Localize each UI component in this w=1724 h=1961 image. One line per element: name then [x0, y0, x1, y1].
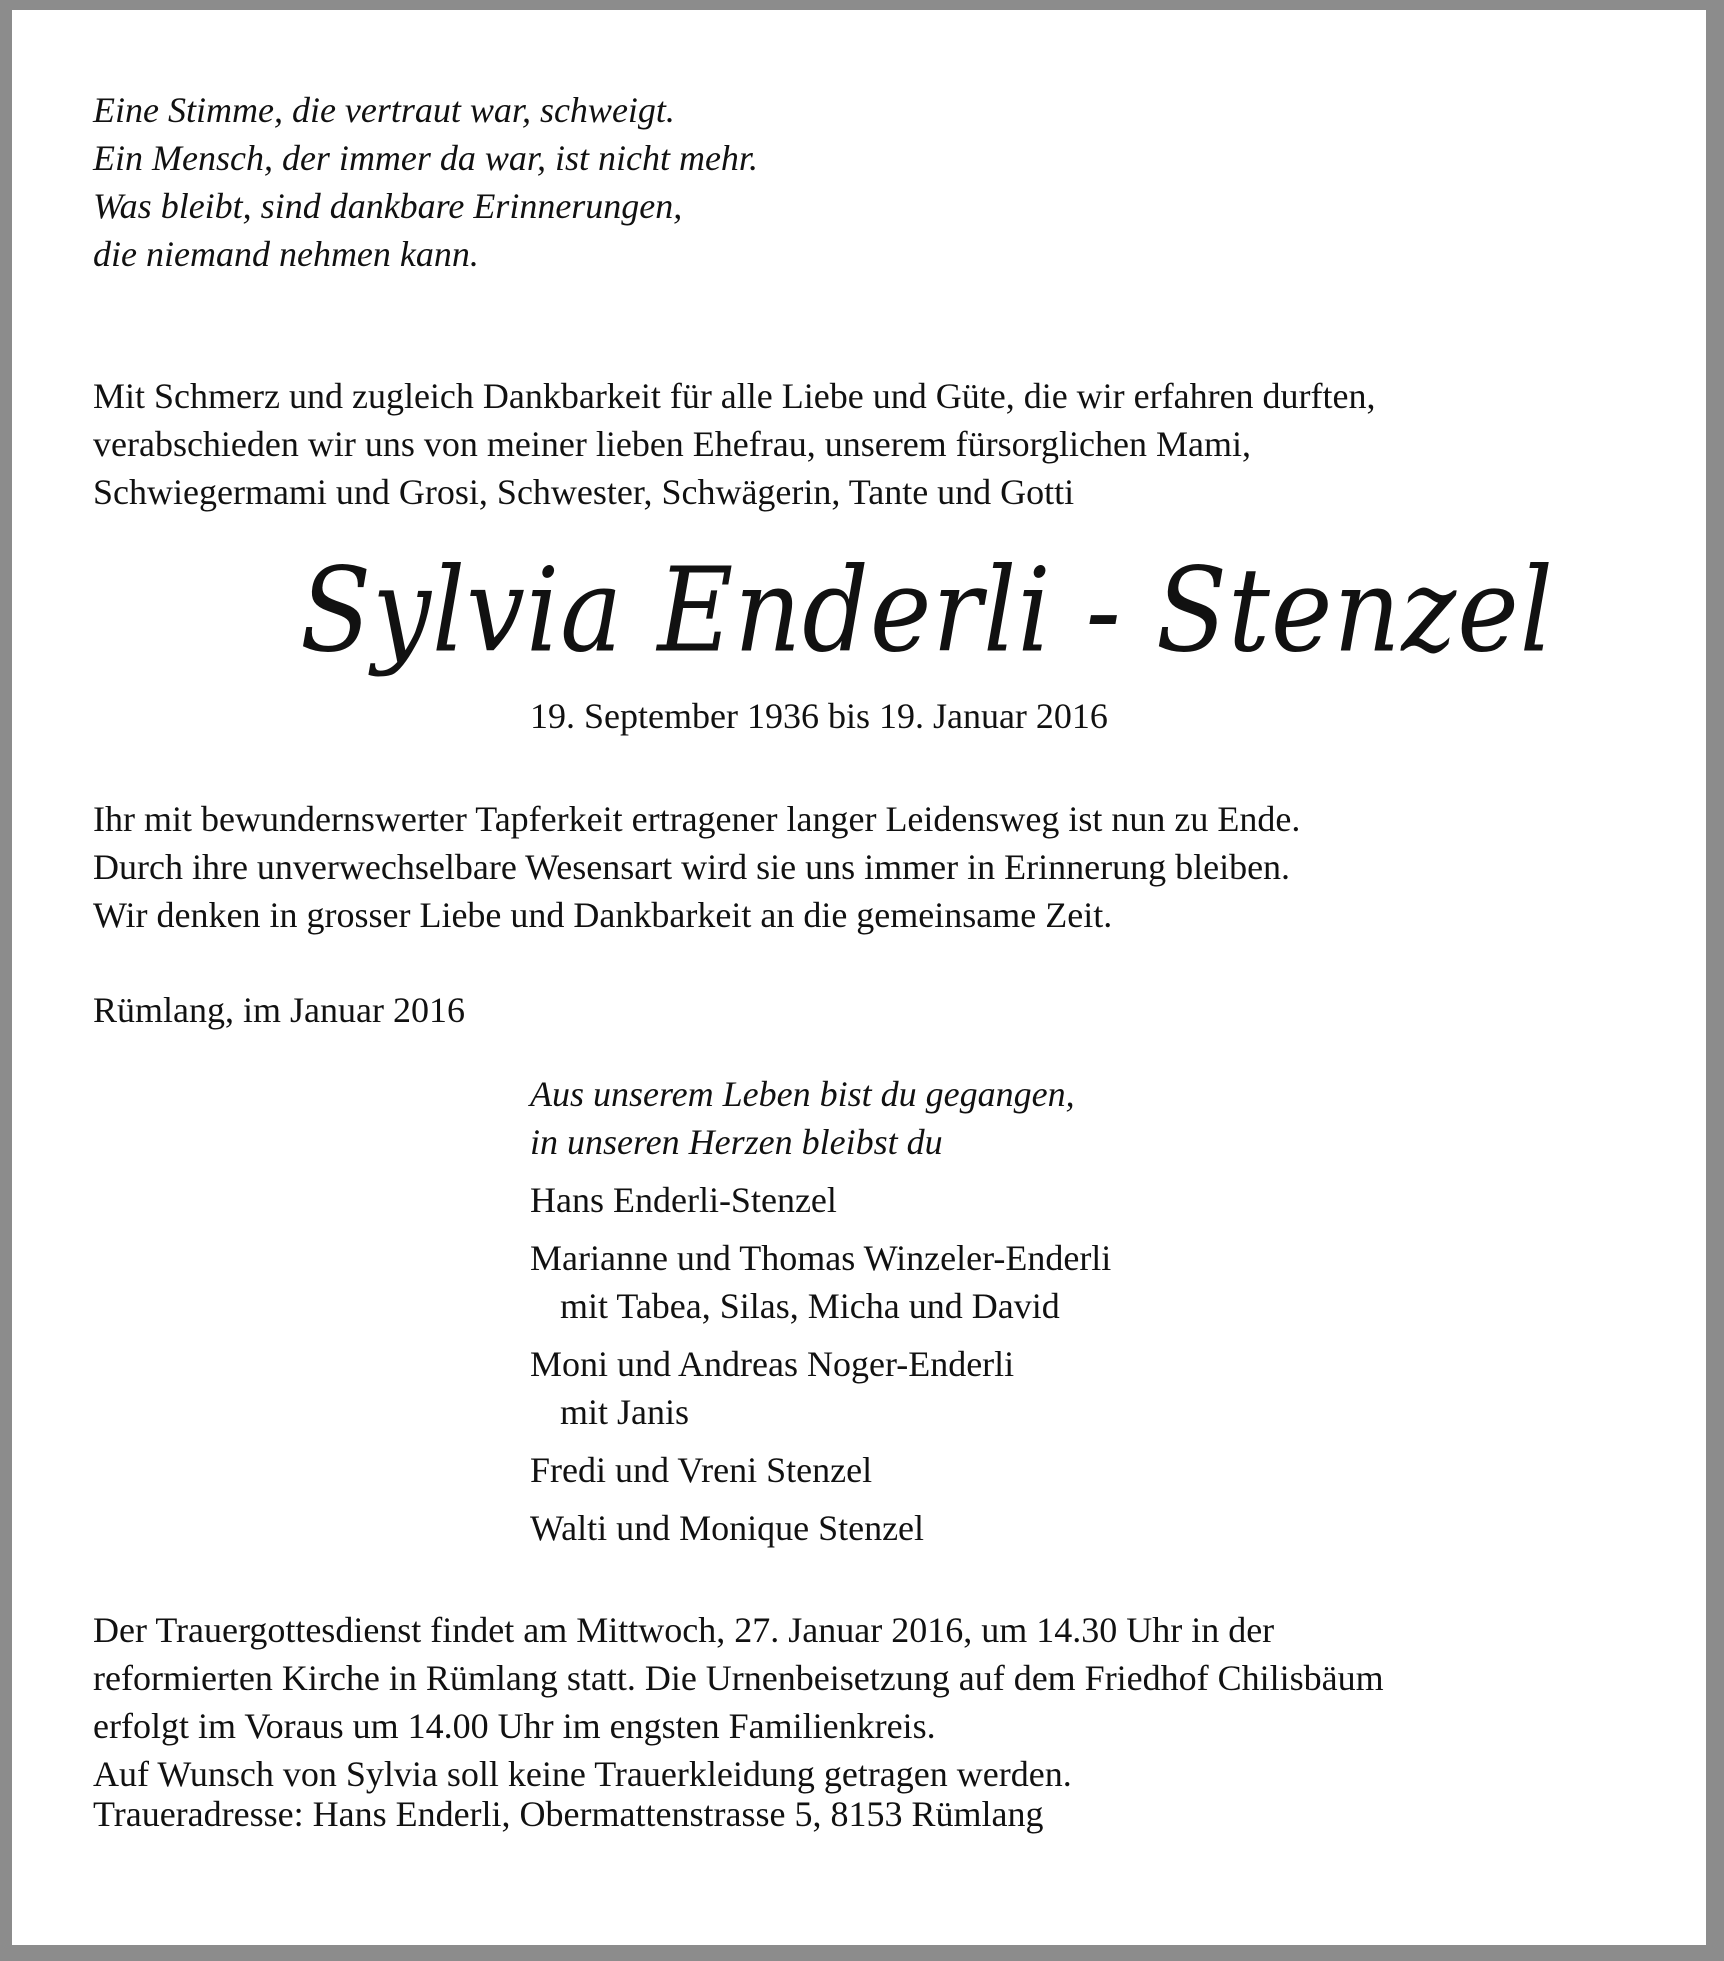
verse-line: Aus unserem Leben bist du gegangen,: [530, 1074, 1075, 1114]
tribute-line: Wir denken in grosser Liebe und Dankbarkeit an die gemeinsame Zeit.: [93, 895, 1113, 935]
service-line: erfolgt im Voraus um 14.00 Uhr im engsten Familienkreis.: [93, 1706, 936, 1746]
verse-line: in unseren Herzen bleibst du: [530, 1122, 943, 1162]
mourner-name: Hans Enderli-Stenzel: [530, 1180, 837, 1220]
poem-line: Eine Stimme, die vertraut war, schweigt.: [93, 90, 675, 130]
tribute-line: Ihr mit bewundernswerter Tapferkeit ertragener langer Leidensweg ist nun zu Ende.: [93, 799, 1301, 839]
intro-line: verabschieden wir uns von meiner lieben Ehefrau, unserem fürsorglichen Mami,: [93, 424, 1251, 464]
service-line: Auf Wunsch von Sylvia soll keine Trauerkleidung getragen werden.: [93, 1754, 1072, 1794]
deceased-name-container: [300, 541, 1555, 679]
mourner-entry: [530, 1234, 1111, 1330]
mourner-children: mit Janis: [560, 1392, 690, 1432]
mourning-address: Traueradresse: Hans Enderli, Obermattenstrasse 5, 8153 Rümlang: [93, 1794, 1044, 1834]
mourner-entry: [530, 1340, 1111, 1436]
poem-line: Ein Mensch, der immer da war, ist nicht mehr.: [93, 138, 758, 178]
tribute-paragraph: [93, 795, 1300, 939]
poem-line: Was bleibt, sind dankbare Erinnerungen,: [93, 186, 683, 226]
mourner-entry: [530, 1504, 1111, 1552]
deceased-name: Sylvia Enderli - Stenzel: [300, 541, 1555, 679]
poem-line: die niemand nehmen kann.: [93, 234, 479, 274]
mourners-section: [530, 1070, 1111, 1552]
service-line: Der Trauergottesdienst findet am Mittwoch, 27. Januar 2016, um 14.30 Uhr in der: [93, 1610, 1275, 1650]
service-paragraph: [93, 1606, 1384, 1798]
service-line: reformierten Kirche in Rümlang statt. Die Urnenbeisetzung auf dem Friedhof Chilisbäum: [93, 1658, 1384, 1698]
intro-line: Mit Schmerz und zugleich Dankbarkeit für alle Liebe und Güte, die wir erfahren durften,: [93, 376, 1376, 416]
farewell-verse: [530, 1070, 1111, 1166]
tribute-line: Durch ihre unverwechselbare Wesensart wird sie uns immer in Erinnerung bleiben.: [93, 847, 1291, 887]
mourner-entry: [530, 1176, 1111, 1224]
mourner-name: Walti und Monique Stenzel: [530, 1508, 925, 1548]
life-dates: 19. September 1936 bis 19. Januar 2016: [530, 696, 1108, 736]
mourner-name: Moni und Andreas Noger-Enderli: [530, 1344, 1015, 1384]
mourner-name: Marianne und Thomas Winzeler-Enderli: [530, 1238, 1112, 1278]
intro-line: Schwiegermami und Grosi, Schwester, Schwägerin, Tante und Gotti: [93, 472, 1075, 512]
mourner-entry: [530, 1446, 1111, 1494]
mourner-children: mit Tabea, Silas, Micha und David: [560, 1286, 1060, 1326]
mourner-name: Fredi und Vreni Stenzel: [530, 1450, 873, 1490]
intro-paragraph: [93, 372, 1376, 516]
opening-poem: [93, 86, 758, 278]
place-date: Rümlang, im Januar 2016: [93, 990, 465, 1030]
